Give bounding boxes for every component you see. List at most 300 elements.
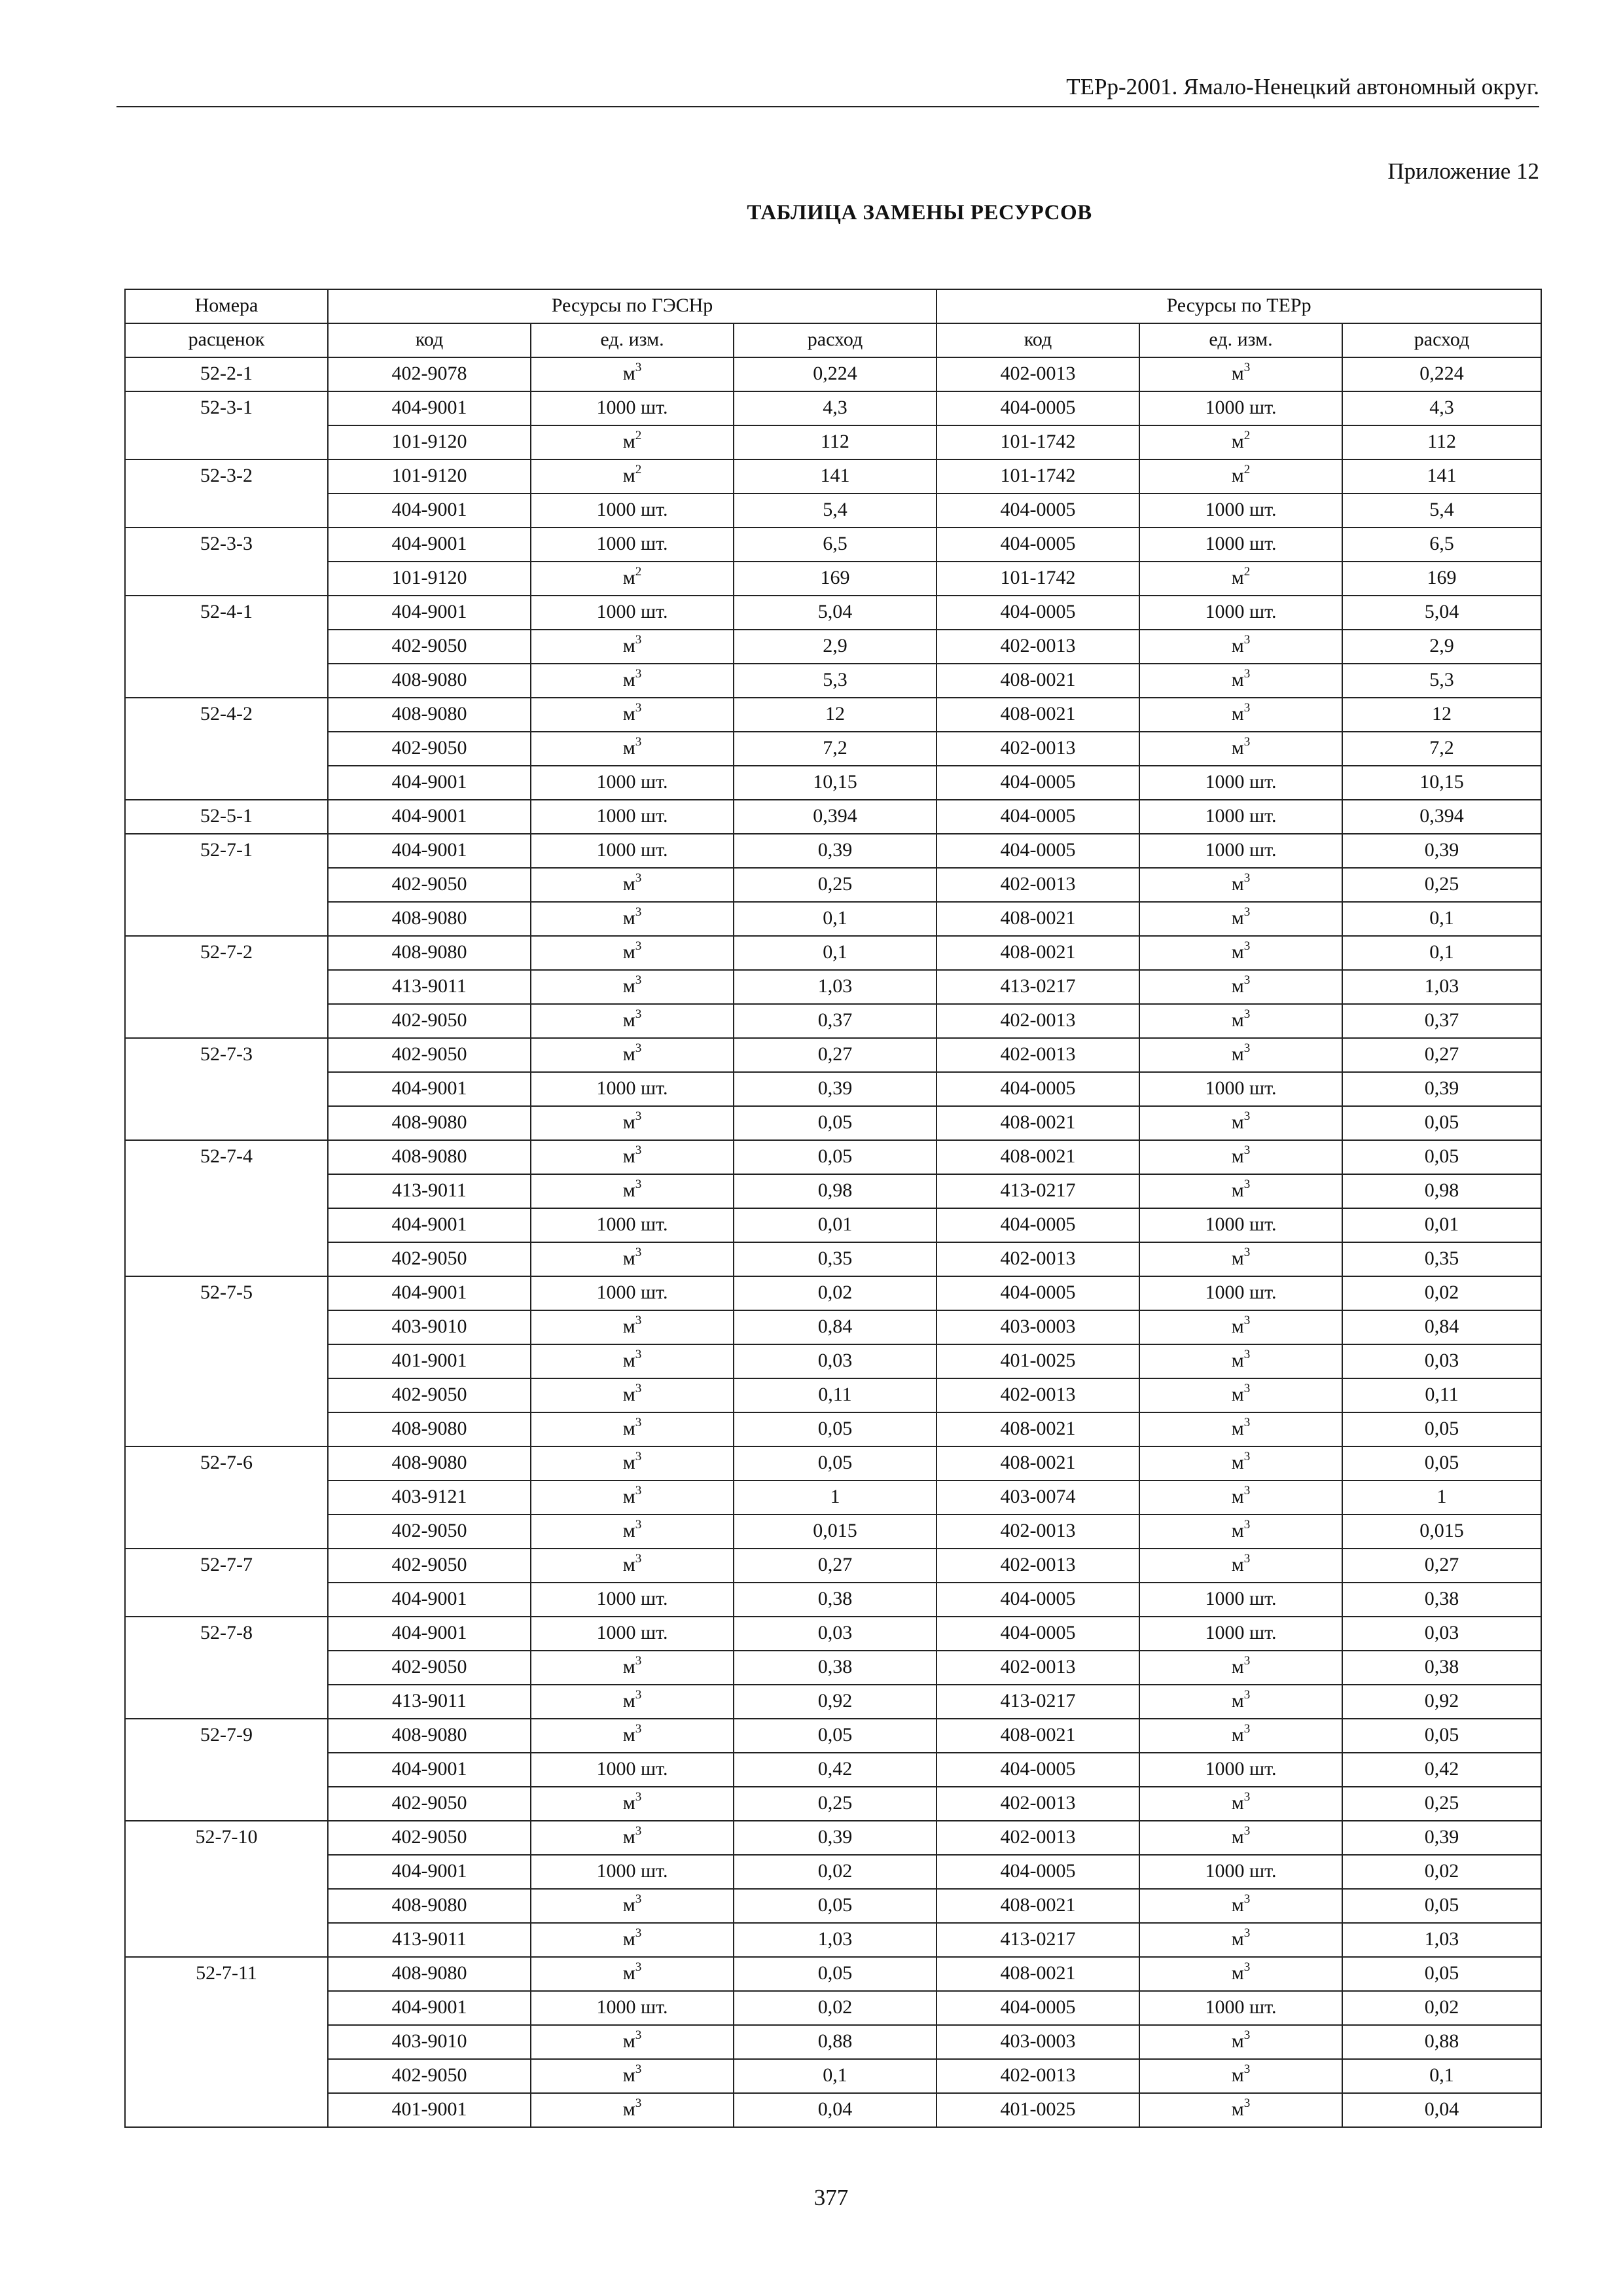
- table-row: [125, 868, 1541, 902]
- cell-gesn-amount: 0,05: [734, 1412, 936, 1446]
- cell-rate-number: 52-4-2: [125, 698, 328, 800]
- cell-ter-unit: $м^3$: [1139, 902, 1342, 936]
- cell-gesn-code: 408-9080: [328, 1446, 531, 1480]
- cell-gesn-unit: $м^3$: [531, 664, 734, 698]
- cell-ter-amount: 0,394: [1342, 800, 1541, 834]
- cell-ter-unit: 1000 шт.: [1139, 1617, 1342, 1651]
- cell-ter-code: 404-0005: [936, 493, 1139, 528]
- cell-ter-code: 402-0013: [936, 1515, 1139, 1549]
- cell-ter-code: 403-0003: [936, 2025, 1139, 2059]
- cell-gesn-code: 402-9050: [328, 868, 531, 902]
- cell-gesn-code: 402-9050: [328, 1515, 531, 1549]
- table-row: [125, 1412, 1541, 1446]
- cell-ter-amount: 0,42: [1342, 1753, 1541, 1787]
- table-row: [125, 1004, 1541, 1038]
- cell-ter-amount: 1: [1342, 1480, 1541, 1515]
- cell-ter-amount: 169: [1342, 562, 1541, 596]
- resource-replacement-table-container: [124, 289, 1541, 2128]
- cell-gesn-amount: 0,37: [734, 1004, 936, 1038]
- table-row: [125, 2093, 1541, 2127]
- cell-gesn-unit: $м^3$: [531, 868, 734, 902]
- table-row: [125, 2059, 1541, 2093]
- cell-gesn-unit: 1000 шт.: [531, 1208, 734, 1242]
- table-row: [125, 1719, 1541, 1753]
- table-row: [125, 1208, 1541, 1242]
- cell-gesn-amount: 0,92: [734, 1685, 936, 1719]
- cell-ter-unit: $м^3$: [1139, 1344, 1342, 1378]
- cell-ter-unit: 1000 шт.: [1139, 528, 1342, 562]
- cell-gesn-unit: $м^3$: [531, 2025, 734, 2059]
- table-row: [125, 1651, 1541, 1685]
- cell-ter-amount: 5,3: [1342, 664, 1541, 698]
- table-row: [125, 1753, 1541, 1787]
- cell-ter-code: 402-0013: [936, 1651, 1139, 1685]
- cell-gesn-amount: 0,05: [734, 1446, 936, 1480]
- cell-rate-number: 52-7-5: [125, 1276, 328, 1446]
- cell-ter-unit: $м^3$: [1139, 1106, 1342, 1140]
- cell-gesn-unit: 1000 шт.: [531, 1991, 734, 2025]
- cell-gesn-unit: $м^3$: [531, 1923, 734, 1957]
- cell-ter-amount: 6,5: [1342, 528, 1541, 562]
- cell-gesn-code: 401-9001: [328, 2093, 531, 2127]
- cell-ter-code: 413-0217: [936, 1685, 1139, 1719]
- cell-ter-unit: $м^3$: [1139, 698, 1342, 732]
- cell-ter-code: 404-0005: [936, 1583, 1139, 1617]
- table-row: [125, 528, 1541, 562]
- resource-replacement-table: [124, 289, 1542, 2128]
- cell-gesn-code: 408-9080: [328, 936, 531, 970]
- table-row: [125, 1242, 1541, 1276]
- cell-gesn-amount: 0,05: [734, 1719, 936, 1753]
- cell-gesn-unit: 1000 шт.: [531, 493, 734, 528]
- cell-gesn-unit: $м^3$: [531, 1889, 734, 1923]
- cell-rate-number: 52-7-10: [125, 1821, 328, 1957]
- cell-ter-amount: 0,1: [1342, 936, 1541, 970]
- column-header-ter-amount: расход: [1342, 323, 1541, 357]
- cell-ter-unit: 1000 шт.: [1139, 1072, 1342, 1106]
- cell-ter-code: 402-0013: [936, 1549, 1139, 1583]
- column-group-gesn: Ресурсы по ГЭСНр: [328, 289, 936, 323]
- cell-rate-number: 52-7-2: [125, 936, 328, 1038]
- cell-ter-unit: 1000 шт.: [1139, 1276, 1342, 1310]
- cell-gesn-amount: 0,39: [734, 1821, 936, 1855]
- cell-ter-code: 408-0021: [936, 664, 1139, 698]
- cell-ter-unit: $м^3$: [1139, 1038, 1342, 1072]
- cell-ter-amount: 0,84: [1342, 1310, 1541, 1344]
- cell-gesn-amount: 0,04: [734, 2093, 936, 2127]
- cell-gesn-amount: 5,04: [734, 596, 936, 630]
- cell-gesn-unit: $м^3$: [531, 936, 734, 970]
- cell-ter-amount: 0,1: [1342, 902, 1541, 936]
- cell-ter-code: 402-0013: [936, 1787, 1139, 1821]
- cell-ter-unit: $м^3$: [1139, 936, 1342, 970]
- cell-gesn-unit: 1000 шт.: [531, 1276, 734, 1310]
- cell-gesn-code: 402-9050: [328, 1787, 531, 1821]
- cell-gesn-amount: 0,03: [734, 1344, 936, 1378]
- cell-ter-amount: 112: [1342, 425, 1541, 459]
- cell-ter-code: 408-0021: [936, 698, 1139, 732]
- cell-ter-unit: $м^3$: [1139, 664, 1342, 698]
- cell-ter-code: 408-0021: [936, 1719, 1139, 1753]
- table-row: [125, 630, 1541, 664]
- cell-ter-unit: $м^3$: [1139, 1174, 1342, 1208]
- table-row: [125, 834, 1541, 868]
- cell-gesn-code: 404-9001: [328, 834, 531, 868]
- cell-ter-code: 408-0021: [936, 1889, 1139, 1923]
- cell-ter-code: 404-0005: [936, 800, 1139, 834]
- cell-ter-unit: 1000 шт.: [1139, 834, 1342, 868]
- cell-gesn-unit: 1000 шт.: [531, 766, 734, 800]
- cell-gesn-code: 404-9001: [328, 800, 531, 834]
- cell-ter-unit: $м^2$: [1139, 562, 1342, 596]
- cell-gesn-amount: 0,38: [734, 1583, 936, 1617]
- cell-ter-code: 404-0005: [936, 391, 1139, 425]
- cell-ter-amount: 5,4: [1342, 493, 1541, 528]
- cell-ter-unit: 1000 шт.: [1139, 493, 1342, 528]
- cell-gesn-unit: $м^3$: [531, 1174, 734, 1208]
- document-title: ТАБЛИЦА ЗАМЕНЫ РЕСУРСОВ: [747, 201, 1092, 224]
- cell-ter-amount: 0,35: [1342, 1242, 1541, 1276]
- table-row: [125, 1889, 1541, 1923]
- cell-ter-code: 408-0021: [936, 1106, 1139, 1140]
- cell-ter-unit: $м^3$: [1139, 1549, 1342, 1583]
- cell-ter-amount: 0,27: [1342, 1549, 1541, 1583]
- cell-ter-amount: 0,39: [1342, 834, 1541, 868]
- cell-ter-amount: 0,03: [1342, 1617, 1541, 1651]
- table-row: [125, 1923, 1541, 1957]
- cell-gesn-code: 404-9001: [328, 596, 531, 630]
- cell-gesn-code: 408-9080: [328, 1957, 531, 1991]
- table-row: [125, 1344, 1541, 1378]
- cell-ter-amount: 0,92: [1342, 1685, 1541, 1719]
- cell-gesn-amount: 0,015: [734, 1515, 936, 1549]
- cell-ter-unit: $м^3$: [1139, 1787, 1342, 1821]
- cell-gesn-code: 404-9001: [328, 1583, 531, 1617]
- cell-rate-number: 52-7-6: [125, 1446, 328, 1549]
- cell-ter-unit: $м^3$: [1139, 868, 1342, 902]
- cell-gesn-amount: 0,05: [734, 1957, 936, 1991]
- cell-ter-amount: 0,25: [1342, 1787, 1541, 1821]
- cell-gesn-amount: 112: [734, 425, 936, 459]
- cell-rate-number: 52-5-1: [125, 800, 328, 834]
- table-row: [125, 1957, 1541, 1991]
- table-header-row-1: [125, 289, 1541, 323]
- table-row: [125, 1038, 1541, 1072]
- cell-ter-code: 408-0021: [936, 1140, 1139, 1174]
- cell-ter-code: 413-0217: [936, 970, 1139, 1004]
- cell-ter-unit: $м^3$: [1139, 1004, 1342, 1038]
- table-row: [125, 766, 1541, 800]
- column-header-ter-unit: ед. изм.: [1139, 323, 1342, 357]
- cell-ter-amount: 0,1: [1342, 2059, 1541, 2093]
- cell-gesn-code: 404-9001: [328, 391, 531, 425]
- cell-ter-code: 403-0074: [936, 1480, 1139, 1515]
- cell-ter-amount: 0,224: [1342, 357, 1541, 391]
- cell-ter-unit: $м^3$: [1139, 1515, 1342, 1549]
- cell-gesn-unit: $м^3$: [531, 732, 734, 766]
- table-row: [125, 664, 1541, 698]
- table-row: [125, 357, 1541, 391]
- table-header: [125, 289, 1541, 357]
- cell-gesn-code: 402-9050: [328, 1004, 531, 1038]
- cell-ter-amount: 4,3: [1342, 391, 1541, 425]
- cell-gesn-amount: 0,05: [734, 1106, 936, 1140]
- cell-gesn-code: 403-9010: [328, 2025, 531, 2059]
- column-group-ter: Ресурсы по ТЕРр: [936, 289, 1541, 323]
- cell-gesn-amount: 4,3: [734, 391, 936, 425]
- cell-ter-amount: 5,04: [1342, 596, 1541, 630]
- table-body: [125, 357, 1541, 2127]
- cell-gesn-amount: 0,84: [734, 1310, 936, 1344]
- cell-ter-unit: $м^3$: [1139, 357, 1342, 391]
- cell-ter-unit: $м^3$: [1139, 2059, 1342, 2093]
- cell-gesn-amount: 0,11: [734, 1378, 936, 1412]
- cell-gesn-amount: 0,03: [734, 1617, 936, 1651]
- cell-ter-code: 404-0005: [936, 1991, 1139, 2025]
- cell-ter-unit: $м^3$: [1139, 1446, 1342, 1480]
- cell-ter-code: 402-0013: [936, 1038, 1139, 1072]
- cell-ter-code: 402-0013: [936, 630, 1139, 664]
- cell-ter-amount: 0,05: [1342, 1889, 1541, 1923]
- cell-rate-number: 52-7-3: [125, 1038, 328, 1140]
- cell-gesn-unit: 1000 шт.: [531, 391, 734, 425]
- cell-ter-code: 404-0005: [936, 834, 1139, 868]
- table-row: [125, 596, 1541, 630]
- table-row: [125, 1310, 1541, 1344]
- cell-gesn-code: 408-9080: [328, 1889, 531, 1923]
- cell-ter-amount: 12: [1342, 698, 1541, 732]
- cell-gesn-amount: 6,5: [734, 528, 936, 562]
- cell-ter-amount: 0,11: [1342, 1378, 1541, 1412]
- cell-gesn-amount: 5,3: [734, 664, 936, 698]
- cell-gesn-unit: $м^3$: [531, 902, 734, 936]
- cell-gesn-unit: 1000 шт.: [531, 1855, 734, 1889]
- running-header: ТЕРр-2001. Ямало-Ненецкий автономный округ.: [116, 71, 1539, 107]
- table-row: [125, 493, 1541, 528]
- table-row: [125, 1549, 1541, 1583]
- cell-gesn-unit: 1000 шт.: [531, 1617, 734, 1651]
- cell-gesn-amount: 0,02: [734, 1991, 936, 2025]
- table-row: [125, 970, 1541, 1004]
- table-row: [125, 902, 1541, 936]
- column-header-number-line1: Номера: [125, 289, 328, 323]
- cell-gesn-unit: $м^3$: [531, 1719, 734, 1753]
- cell-gesn-code: 404-9001: [328, 528, 531, 562]
- cell-rate-number: 52-7-9: [125, 1719, 328, 1821]
- cell-gesn-amount: 0,25: [734, 1787, 936, 1821]
- cell-ter-code: 101-1742: [936, 459, 1139, 493]
- table-row: [125, 391, 1541, 425]
- cell-gesn-amount: 0,25: [734, 868, 936, 902]
- table-row: [125, 1480, 1541, 1515]
- cell-ter-code: 404-0005: [936, 596, 1139, 630]
- cell-gesn-amount: 0,42: [734, 1753, 936, 1787]
- cell-gesn-amount: 1,03: [734, 970, 936, 1004]
- cell-rate-number: 52-7-7: [125, 1549, 328, 1617]
- cell-ter-unit: $м^3$: [1139, 1719, 1342, 1753]
- cell-ter-unit: $м^3$: [1139, 1821, 1342, 1855]
- cell-gesn-code: 404-9001: [328, 1855, 531, 1889]
- cell-ter-unit: 1000 шт.: [1139, 596, 1342, 630]
- cell-gesn-code: 404-9001: [328, 1208, 531, 1242]
- cell-gesn-code: 404-9001: [328, 1753, 531, 1787]
- cell-gesn-unit: $м^3$: [531, 1004, 734, 1038]
- cell-ter-unit: $м^3$: [1139, 1685, 1342, 1719]
- cell-ter-code: 402-0013: [936, 868, 1139, 902]
- cell-gesn-unit: $м^3$: [531, 1140, 734, 1174]
- cell-gesn-code: 101-9120: [328, 562, 531, 596]
- cell-ter-code: 408-0021: [936, 936, 1139, 970]
- cell-gesn-unit: $м^3$: [531, 1378, 734, 1412]
- cell-gesn-amount: 0,05: [734, 1140, 936, 1174]
- column-header-number-line2: расценок: [125, 323, 328, 357]
- cell-gesn-code: 413-9011: [328, 1685, 531, 1719]
- cell-gesn-code: 408-9080: [328, 902, 531, 936]
- cell-gesn-amount: 169: [734, 562, 936, 596]
- cell-gesn-amount: 0,05: [734, 1889, 936, 1923]
- cell-gesn-code: 413-9011: [328, 1923, 531, 1957]
- cell-ter-code: 404-0005: [936, 1276, 1139, 1310]
- cell-ter-amount: 10,15: [1342, 766, 1541, 800]
- column-header-ter-code: код: [936, 323, 1139, 357]
- cell-ter-amount: 0,98: [1342, 1174, 1541, 1208]
- cell-ter-code: 402-0013: [936, 357, 1139, 391]
- cell-gesn-amount: 5,4: [734, 493, 936, 528]
- cell-ter-unit: $м^3$: [1139, 1412, 1342, 1446]
- cell-ter-amount: 0,39: [1342, 1072, 1541, 1106]
- cell-ter-code: 402-0013: [936, 732, 1139, 766]
- cell-gesn-code: 404-9001: [328, 766, 531, 800]
- cell-gesn-code: 402-9078: [328, 357, 531, 391]
- cell-ter-amount: 0,25: [1342, 868, 1541, 902]
- cell-gesn-unit: 1000 шт.: [531, 528, 734, 562]
- cell-gesn-amount: 0,224: [734, 357, 936, 391]
- cell-ter-unit: $м^3$: [1139, 1957, 1342, 1991]
- cell-gesn-unit: $м^3$: [531, 630, 734, 664]
- cell-ter-unit: 1000 шт.: [1139, 1583, 1342, 1617]
- cell-gesn-amount: 0,02: [734, 1276, 936, 1310]
- cell-ter-unit: 1000 шт.: [1139, 800, 1342, 834]
- cell-gesn-code: 101-9120: [328, 459, 531, 493]
- table-row: [125, 459, 1541, 493]
- cell-gesn-unit: $м^2$: [531, 425, 734, 459]
- page-number: 377: [813, 2185, 849, 2210]
- cell-ter-amount: 0,015: [1342, 1515, 1541, 1549]
- cell-ter-amount: 2,9: [1342, 630, 1541, 664]
- cell-gesn-unit: $м^3$: [531, 1549, 734, 1583]
- table-row: [125, 1276, 1541, 1310]
- cell-gesn-amount: 0,1: [734, 936, 936, 970]
- cell-ter-amount: 141: [1342, 459, 1541, 493]
- cell-ter-code: 402-0013: [936, 1821, 1139, 1855]
- cell-ter-code: 404-0005: [936, 1617, 1139, 1651]
- cell-ter-unit: $м^2$: [1139, 425, 1342, 459]
- cell-gesn-amount: 0,38: [734, 1651, 936, 1685]
- cell-ter-amount: 0,05: [1342, 1446, 1541, 1480]
- table-row: [125, 1174, 1541, 1208]
- cell-ter-amount: 0,05: [1342, 1106, 1541, 1140]
- cell-rate-number: 52-3-1: [125, 391, 328, 459]
- cell-gesn-code: 402-9050: [328, 1549, 531, 1583]
- cell-ter-code: 404-0005: [936, 1855, 1139, 1889]
- cell-gesn-unit: $м^3$: [531, 698, 734, 732]
- cell-gesn-amount: 0,1: [734, 2059, 936, 2093]
- cell-rate-number: 52-7-8: [125, 1617, 328, 1719]
- cell-ter-amount: 0,05: [1342, 1412, 1541, 1446]
- cell-ter-code: 404-0005: [936, 766, 1139, 800]
- cell-gesn-code: 402-9050: [328, 1038, 531, 1072]
- cell-gesn-amount: 1: [734, 1480, 936, 1515]
- cell-ter-code: 404-0005: [936, 528, 1139, 562]
- cell-gesn-unit: $м^3$: [531, 1821, 734, 1855]
- cell-ter-code: 413-0217: [936, 1174, 1139, 1208]
- cell-ter-unit: $м^3$: [1139, 2093, 1342, 2127]
- table-row: [125, 1072, 1541, 1106]
- cell-gesn-code: 404-9001: [328, 1991, 531, 2025]
- cell-ter-unit: $м^3$: [1139, 1480, 1342, 1515]
- cell-ter-amount: 0,27: [1342, 1038, 1541, 1072]
- table-row: [125, 698, 1541, 732]
- table-row: [125, 1685, 1541, 1719]
- cell-ter-amount: 0,03: [1342, 1344, 1541, 1378]
- table-row: [125, 1617, 1541, 1651]
- cell-gesn-amount: 7,2: [734, 732, 936, 766]
- cell-rate-number: 52-7-11: [125, 1957, 328, 2127]
- cell-ter-amount: 0,05: [1342, 1719, 1541, 1753]
- cell-ter-unit: 1000 шт.: [1139, 1855, 1342, 1889]
- column-header-gesn-amount: расход: [734, 323, 936, 357]
- column-header-gesn-code: код: [328, 323, 531, 357]
- cell-gesn-amount: 0,27: [734, 1549, 936, 1583]
- cell-ter-unit: $м^3$: [1139, 1651, 1342, 1685]
- cell-ter-amount: 0,02: [1342, 1855, 1541, 1889]
- cell-gesn-unit: $м^3$: [531, 1515, 734, 1549]
- cell-gesn-unit: $м^3$: [531, 1651, 734, 1685]
- cell-ter-amount: 0,05: [1342, 1140, 1541, 1174]
- table-row: [125, 1821, 1541, 1855]
- cell-gesn-code: 402-9050: [328, 630, 531, 664]
- cell-ter-unit: $м^3$: [1139, 1242, 1342, 1276]
- cell-ter-amount: 0,38: [1342, 1583, 1541, 1617]
- cell-ter-unit: $м^3$: [1139, 1889, 1342, 1923]
- appendix-label: Приложение 12: [1387, 158, 1539, 184]
- table-row: [125, 562, 1541, 596]
- cell-ter-amount: 7,2: [1342, 732, 1541, 766]
- cell-ter-code: 404-0005: [936, 1072, 1139, 1106]
- cell-gesn-unit: $м^3$: [531, 1242, 734, 1276]
- table-row: [125, 425, 1541, 459]
- cell-ter-code: 402-0013: [936, 1242, 1139, 1276]
- cell-gesn-unit: $м^3$: [531, 2093, 734, 2127]
- cell-gesn-amount: 1,03: [734, 1923, 936, 1957]
- table-row: [125, 800, 1541, 834]
- cell-ter-code: 101-1742: [936, 425, 1139, 459]
- table-header-row-2: [125, 323, 1541, 357]
- cell-gesn-unit: $м^2$: [531, 562, 734, 596]
- cell-ter-amount: 0,37: [1342, 1004, 1541, 1038]
- cell-ter-amount: 0,04: [1342, 2093, 1541, 2127]
- table-row: [125, 1515, 1541, 1549]
- cell-ter-unit: $м^3$: [1139, 1378, 1342, 1412]
- cell-gesn-amount: 0,39: [734, 1072, 936, 1106]
- cell-gesn-unit: $м^3$: [531, 357, 734, 391]
- cell-ter-code: 404-0005: [936, 1753, 1139, 1787]
- cell-rate-number: 52-3-2: [125, 459, 328, 528]
- cell-gesn-code: 413-9011: [328, 1174, 531, 1208]
- cell-gesn-unit: 1000 шт.: [531, 1753, 734, 1787]
- cell-ter-code: 408-0021: [936, 1957, 1139, 1991]
- cell-gesn-code: 404-9001: [328, 1617, 531, 1651]
